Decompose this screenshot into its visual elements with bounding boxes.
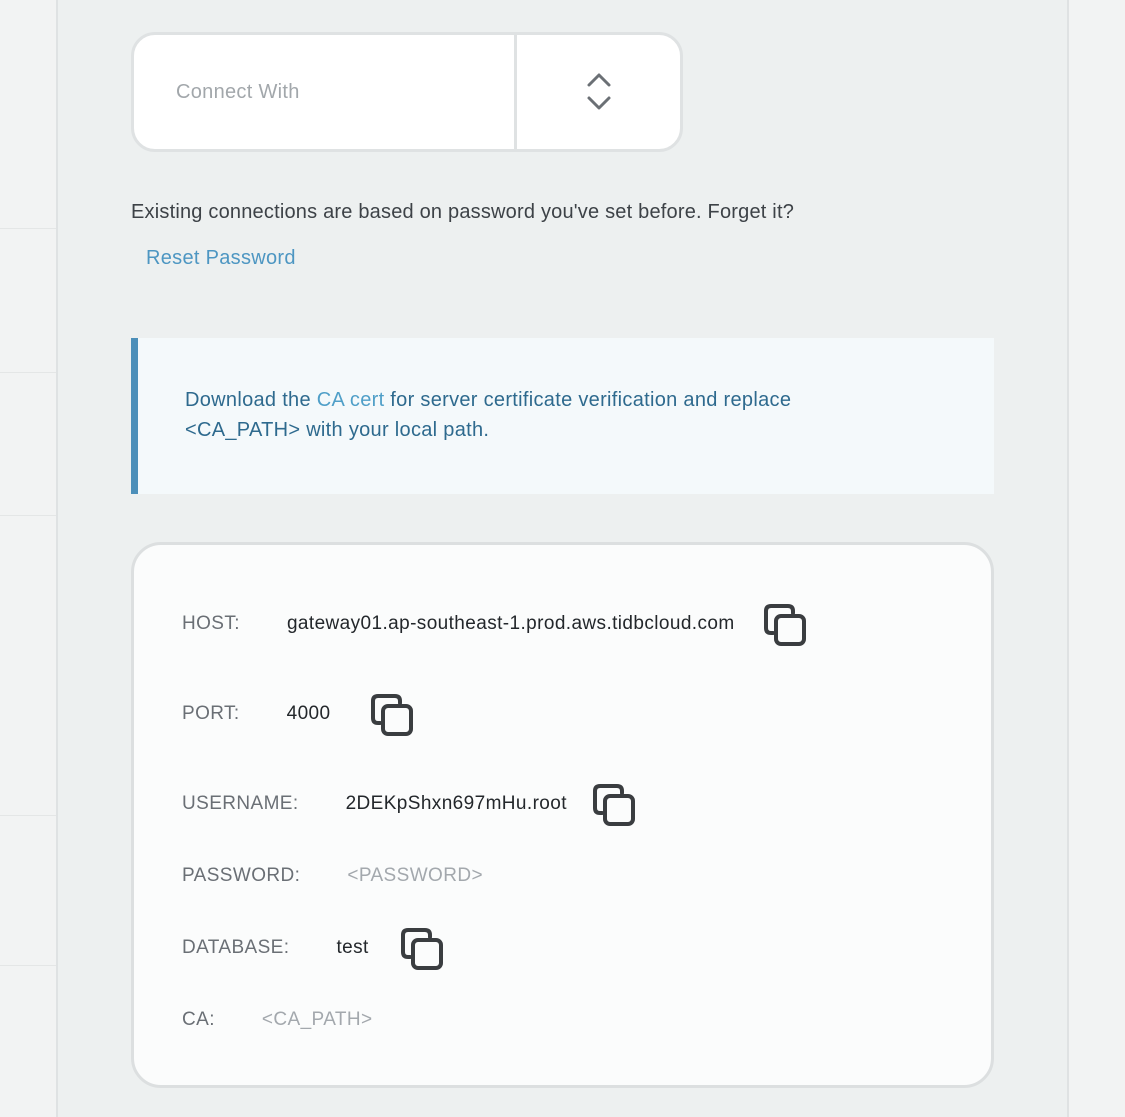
host-value: gateway01.ap-southeast-1.prod.aws.tidbcloud.com [286,613,735,634]
username-label: USERNAME: [182,793,299,814]
callout-text: for server certificate verification and replace [384,389,792,411]
password-label: PASSWORD: [182,865,301,886]
port-value: 4000 [286,703,331,724]
background-divider [0,965,56,966]
copy-host-icon[interactable] [763,603,807,647]
copy-database-icon[interactable] [400,927,444,971]
reset-password-link[interactable]: Reset Password [146,247,296,269]
database-row [182,937,369,959]
background-divider [0,228,56,229]
username-row [182,793,567,815]
callout-line-2: <CA_PATH> with your local path. [185,419,490,441]
chevron-up-down-icon[interactable] [517,35,680,149]
password-hint-text: Existing connections are based on password you've set before. Forget it? [131,201,795,223]
ca-cert-callout [131,338,994,494]
background-divider [0,815,56,816]
port-label: PORT: [182,703,240,724]
port-row [182,703,330,725]
connect-with-placeholder: Connect With [134,35,517,149]
connect-with-select[interactable] [131,32,683,152]
username-value: 2DEKpShxn697mHu.root [345,793,567,814]
ca-row [182,1009,372,1031]
password-placeholder: <PASSWORD> [347,865,483,886]
database-label: DATABASE: [182,937,290,958]
host-label: HOST: [182,613,240,634]
copy-port-icon[interactable] [370,693,414,737]
background-divider [0,372,56,373]
callout-text: Download the [185,389,317,411]
background-divider [0,515,56,516]
host-row [182,613,735,635]
callout-line-1 [185,385,994,415]
ca-label: CA: [182,1009,215,1030]
database-value: test [336,937,369,958]
ca-cert-link[interactable]: CA cert [316,389,385,411]
copy-username-icon[interactable] [592,783,636,827]
ca-path-placeholder: <CA_PATH> [261,1009,373,1030]
password-row [182,865,483,887]
